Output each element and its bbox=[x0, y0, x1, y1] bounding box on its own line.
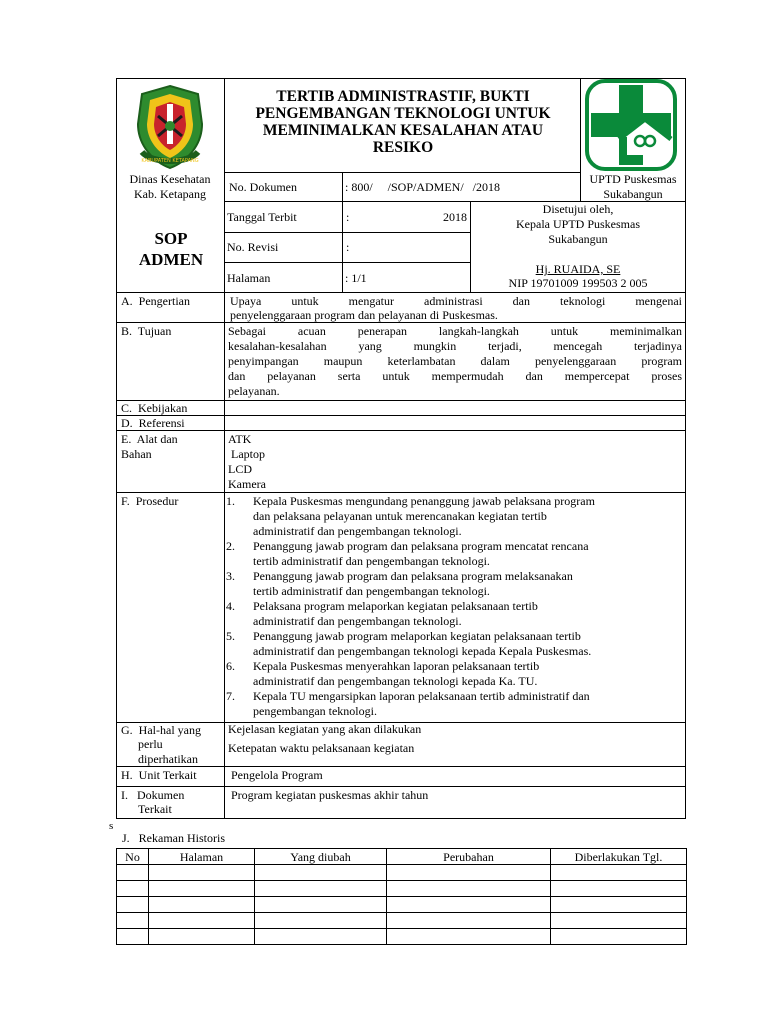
prosedur-label: F. Prosedur bbox=[121, 494, 179, 508]
dokumen-label-2: Terkait bbox=[138, 802, 172, 816]
kebijakan-label: C. Kebijakan bbox=[121, 401, 188, 415]
kabupaten-ketapang-emblem-icon bbox=[128, 80, 212, 172]
doc-no-label: No. Dokumen bbox=[229, 180, 297, 194]
tujuan-line-1: Sebagai acuan penerapan langkah-langkah untuk meminimalkan bbox=[228, 324, 682, 338]
page-label: Halaman bbox=[227, 271, 271, 285]
prosedur-step: 6. Kepala Puskesmas menyerahkan laporan pelaksanaan tertib administratif dan pengembangan teknologi kepada Ka. TU. bbox=[226, 659, 540, 688]
table-row bbox=[117, 897, 687, 913]
revision-label: No. Revisi bbox=[227, 240, 279, 254]
table-row bbox=[117, 865, 687, 881]
date-label: Tanggal Terbit bbox=[227, 210, 297, 224]
revision-value: : bbox=[346, 240, 350, 254]
approver-nip: NIP 19701009 199503 2 005 bbox=[508, 276, 648, 290]
hal-label-2: perlu bbox=[138, 737, 163, 751]
agency-line-1: Dinas Kesehatan bbox=[129, 172, 211, 186]
dokumen-label-1: I. Dokumen bbox=[121, 788, 185, 802]
agency-line-2: Kab. Ketapang bbox=[134, 187, 206, 201]
tujuan-line-5: pelayanan. bbox=[228, 384, 280, 398]
history-header-row bbox=[117, 849, 687, 865]
approval-line-2: Kepala UPTD Puskesmas bbox=[516, 217, 640, 231]
approval-line-3: Sukabangun bbox=[548, 232, 608, 246]
table-row bbox=[117, 929, 687, 945]
history-table bbox=[116, 848, 687, 945]
alat-item: ATK bbox=[228, 432, 252, 446]
prosedur-step: 3. Penanggung jawab program dan pelaksana program melaksanakan tertib administratif dan pengembangan teknologi. bbox=[226, 569, 573, 598]
tujuan-line-3: penyimpangan maupun keterlambatan dalam penyelenggaraan program bbox=[228, 354, 682, 368]
table-row bbox=[117, 881, 687, 897]
history-col-yang-diubah: Yang diubah bbox=[255, 849, 387, 865]
tujuan-line-4: dan pelayanan serta untuk mempermudah dan mempercepat proses bbox=[228, 369, 682, 383]
history-title: J. Rekaman Historis bbox=[122, 831, 225, 845]
history-col-diberlakukan: Diberlakukan Tgl. bbox=[551, 849, 687, 865]
alat-item: Kamera bbox=[228, 477, 266, 491]
hal-item: Kejelasan kegiatan yang akan dilakukan bbox=[228, 722, 422, 736]
unit-label: H. Unit Terkait bbox=[121, 768, 197, 782]
prosedur-step: 2. Penanggung jawab program dan pelaksana program mencatat rencana tertib administratif dan pengembangan teknologi. bbox=[226, 539, 589, 568]
hal-label-1: G. Hal-hal yang bbox=[121, 723, 201, 737]
alat-label-1: E. Alat dan bbox=[121, 432, 178, 446]
history-col-no: No bbox=[117, 849, 149, 865]
prosedur-list bbox=[226, 494, 705, 719]
unit-value: Pengelola Program bbox=[231, 768, 323, 782]
doc-no-value: : 800/ /SOP/ADMEN/ /2018 bbox=[345, 180, 501, 194]
history-col-perubahan: Perubahan bbox=[387, 849, 551, 865]
prosedur-step: 1. Kepala Puskesmas mengundang penanggung jawab pelaksana program dan pelaksana pelayanan untuk merencanakan kegiatan tertib administratif dan pengembangan teknologi. bbox=[226, 494, 595, 538]
approver-name: Hj. RUAIDA, SE bbox=[535, 262, 621, 276]
approval-line-1: Disetujui oleh, bbox=[542, 202, 614, 216]
referensi-label: D. Referensi bbox=[121, 416, 185, 430]
unit-line-1: UPTD Puskesmas bbox=[589, 172, 677, 186]
puskesmas-logo-icon bbox=[585, 79, 679, 173]
pengertian-line-2: penyelenggaraan program dan pelayanan di Puskesmas. bbox=[230, 308, 498, 322]
prosedur-step: 5. Penanggung jawab program melaporkan kegiatan pelaksanaan tertib administratif dan pengembangan teknologi kepada Kepala Puskesmas. bbox=[226, 629, 592, 658]
prosedur-step: 4. Pelaksana program melaporkan kegiatan pelaksanaan tertib administratif dan pengembangan teknologi. bbox=[226, 599, 538, 628]
sop-label: SOP bbox=[154, 229, 188, 248]
dokumen-value: Program kegiatan puskesmas akhir tahun bbox=[231, 788, 429, 802]
hal-label-3: diperhatikan bbox=[138, 752, 198, 766]
hal-item: Ketepatan waktu pelaksanaan kegiatan bbox=[228, 741, 415, 755]
sop-code: ADMEN bbox=[138, 250, 204, 269]
emblem-lettering: KABUPATEN KETAPANG bbox=[141, 158, 199, 164]
table-row bbox=[117, 913, 687, 929]
prosedur-step: 7. Kepala TU mengarsipkan laporan pelaksanaan tertib administratif dan pengembangan teknologi. bbox=[226, 689, 590, 718]
tujuan-label: B. Tujuan bbox=[121, 324, 172, 338]
pengertian-line-1: Upaya untuk mengatur administrasi dan teknologi mengenai bbox=[230, 294, 682, 308]
pengertian-label: A. Pengertian bbox=[121, 294, 190, 308]
date-value: 2018 bbox=[443, 210, 467, 224]
document-title: TERTIB ADMINISTRASTIF, BUKTI PENGEMBANGAN TEKNOLOGI UNTUK MEMINIMALKAN KESALAHAN ATAU RESIKO bbox=[255, 88, 551, 156]
unit-line-2: Sukabangun bbox=[603, 187, 663, 201]
page-value: : 1/1 bbox=[345, 271, 367, 285]
alat-item: LCD bbox=[228, 462, 252, 476]
date-colon: : bbox=[346, 210, 350, 224]
alat-label-2: Bahan bbox=[121, 447, 152, 461]
stray-mark: s bbox=[109, 820, 114, 832]
tujuan-line-2: kesalahan-kesalahan yang mungkin terjadi, mencegah terjadinya bbox=[228, 339, 682, 353]
alat-item: Laptop bbox=[228, 447, 265, 461]
history-col-halaman: Halaman bbox=[149, 849, 255, 865]
